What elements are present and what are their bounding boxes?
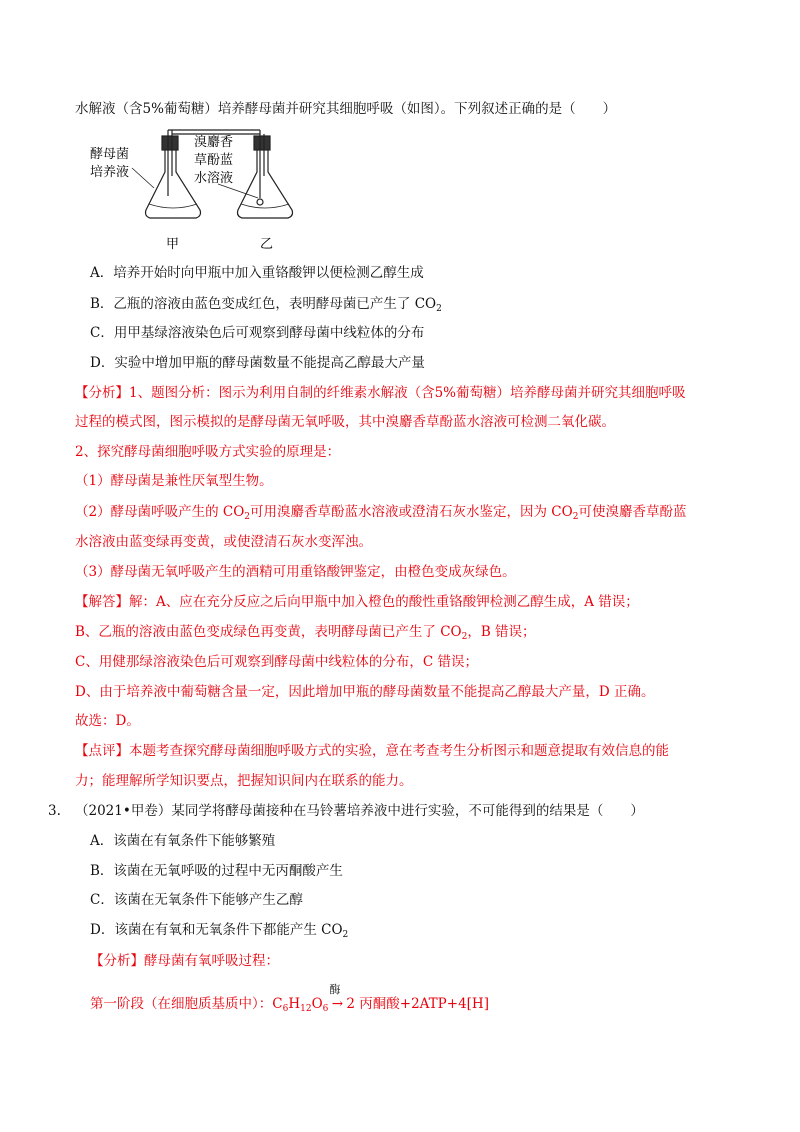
q2-analysis-line3: 2、探究酵母菌细胞呼吸方式实验的原理是： <box>75 444 341 460</box>
left-label-line2: 培养液 <box>90 165 130 180</box>
q2-option-c: C．用甲基绿溶液染色后可观察到酵母菌中线粒体的分布 <box>90 325 425 341</box>
flask-a-label: 甲 <box>166 237 180 252</box>
question-3-stem: （2021•甲卷）某同学将酵母菌接种在马铃薯培养液中进行实验，不可能得到的结果是（ ） <box>75 803 644 819</box>
q2-analysis-line7: （3）酵母菌无氧呼吸产生的酒精可用重铬酸钾鉴定，由橙色变成灰绿色。 <box>75 564 516 580</box>
q2-analysis-line6: 水溶液由蓝变绿再变黄，或使澄清石灰水变浑浊。 <box>75 534 372 550</box>
right-label-line2: 草酚蓝 <box>194 153 234 168</box>
q2-answer-line4: D、由于培养液中葡萄糖含量一定，因此增加甲瓶的酵母菌数量不能提高乙醇最大产量，D 正确。 <box>75 684 655 700</box>
q2-option-a: A．培养开始时向甲瓶中加入重铬酸钾以便检测乙醇生成 <box>90 265 424 281</box>
q3-option-d: D．该菌在有氧和无氧条件下都能产生 $CO_2$ <box>90 922 349 940</box>
q3-option-c: C．该菌在无氧条件下能够产生乙醇 <box>90 892 303 908</box>
left-label-line1: 酵母菌 <box>90 147 130 162</box>
q2-option-b: B．乙瓶的溶液由蓝色变成红色，表明酵母菌已产生了 $CO_2$ <box>90 296 442 314</box>
q3-analysis-line1: 【分析】酵母菌有氧呼吸过程： <box>90 953 279 969</box>
q2-comment-line2: 力；能理解所学知识要点，把握知识间内在联系的能力。 <box>75 773 413 789</box>
q2-analysis-line4: （1）酵母菌是兼性厌氧型生物。 <box>75 473 273 489</box>
apparatus-figure <box>88 126 298 256</box>
flask-b <box>238 130 293 218</box>
q2-answer-line2: B、乙瓶的溶液由蓝色变成绿色再变黄，表明酵母菌已产生了 $CO_2$，B 错误； <box>75 624 536 642</box>
question-2-stem: 水解液（含5%葡萄糖）培养酵母菌并研究其细胞呼吸（如图）。下列叙述正确的是（ ） <box>75 101 617 117</box>
q3-stage1-equation: 第一阶段（在细胞质基质中）：$C_6H_{12}O_6$ 酶 → 2 丙酮酸+2ATP+4[H] <box>90 983 489 1014</box>
q3-option-b: B．该菌在无氧呼吸的过程中无丙酮酸产生 <box>90 863 343 879</box>
question-3-number: 3. <box>48 803 61 819</box>
q2-choice: 故选：D。 <box>75 713 140 729</box>
right-label-line1: 溴麝香 <box>194 135 234 150</box>
right-label-line3: 水溶液 <box>194 171 234 186</box>
enzyme-arrow: 酶 → <box>329 983 344 1012</box>
q2-answer-line1: 【解答】解：A、应在充分反应之后向甲瓶中加入橙色的酸性重铬酸钾检测乙醇生成，A 错误； <box>75 594 639 610</box>
q2-comment-line1: 【点评】本题考查探究酵母菌细胞呼吸方式的实验，意在考查考生分析图示和题意提取有效信息的能 <box>75 743 669 759</box>
flask-b-label: 乙 <box>260 237 274 252</box>
q3-option-a: A．该菌在有氧条件下能够繁殖 <box>90 833 276 849</box>
q2-analysis-line5: （2）酵母菌呼吸产生的 $CO_2$可用溴麝香草酚蓝水溶液或澄清石灰水鉴定，因为 $CO_2$可使溴麝香草酚蓝 <box>75 504 687 522</box>
q2-analysis-line2: 过程的模式图，图示模拟的是酵母菌无氧呼吸，其中溴麝香草酚蓝水溶液可检测二氧化碳。 <box>75 414 615 430</box>
q2-option-d: D．实验中增加甲瓶的酵母菌数量不能提高乙醇最大产量 <box>90 355 425 371</box>
q2-analysis-line1: 【分析】1、题图分析：图示为利用自制的纤维素水解液（含5%葡萄糖）培养酵母菌并研究其细胞呼吸 <box>75 385 686 401</box>
q2-answer-line3: C、用健那绿溶液染色后可观察到酵母菌中线粒体的分布，C 错误； <box>75 654 478 670</box>
